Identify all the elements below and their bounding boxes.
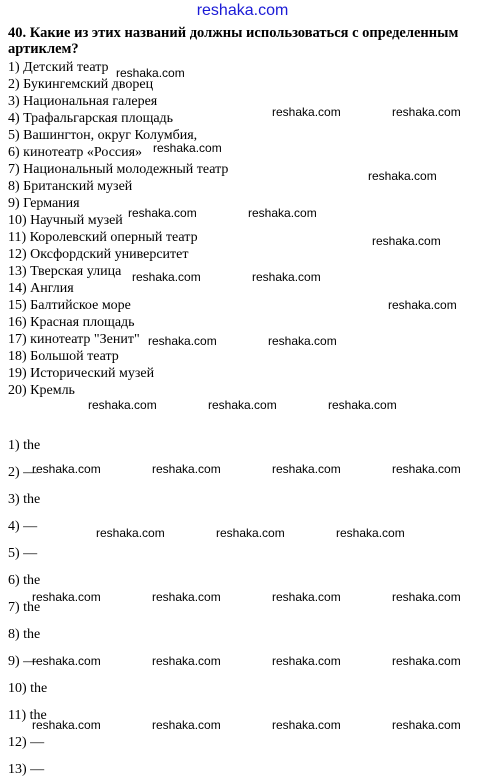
- list-item: 4) Трафальгарская площадь: [8, 111, 174, 126]
- list-item: 15) Балтийское море: [8, 298, 131, 313]
- list-item: 3) Национальная галерея: [8, 94, 158, 109]
- watermark: reshaka.com: [32, 462, 101, 476]
- watermark: reshaka.com: [268, 334, 337, 348]
- watermark: reshaka.com: [148, 334, 217, 348]
- watermark: reshaka.com: [88, 398, 157, 412]
- watermark: reshaka.com: [272, 105, 341, 119]
- watermark: reshaka.com: [272, 590, 341, 604]
- answer-item: 10) the: [8, 681, 48, 696]
- watermark: reshaka.com: [392, 718, 461, 732]
- watermark: reshaka.com: [392, 654, 461, 668]
- list-item: 19) Исторический музей: [8, 366, 155, 381]
- list-item: 10) Научный музей: [8, 213, 123, 228]
- list-item: 17) кинотеатр "Зенит": [8, 332, 140, 347]
- watermark: reshaka.com: [32, 718, 101, 732]
- watermark: reshaka.com: [32, 590, 101, 604]
- list-item: 8) Британский музей: [8, 179, 133, 194]
- watermark: reshaka.com: [392, 590, 461, 604]
- list-item: 13) Тверская улица: [8, 264, 122, 279]
- watermark: reshaka.com: [153, 141, 222, 155]
- watermark: reshaka.com: [252, 270, 321, 284]
- list-item: 14) Англия: [8, 281, 74, 296]
- list-item: 11) Королевский оперный театр: [8, 230, 198, 245]
- answer-item: 5) —: [8, 546, 38, 561]
- answer-item: 3) the: [8, 492, 41, 507]
- watermark: reshaka.com: [392, 462, 461, 476]
- watermark: reshaka.com: [392, 105, 461, 119]
- watermark: reshaka.com: [152, 590, 221, 604]
- list-item: 20) Кремль: [8, 383, 75, 398]
- list-item: 12) Оксфордский университет: [8, 247, 189, 262]
- answer-item: 13) —: [8, 762, 45, 777]
- list-item: 6) кинотеатр «Россия»: [8, 145, 143, 160]
- watermark: reshaka.com: [272, 654, 341, 668]
- watermark: reshaka.com: [116, 66, 185, 80]
- watermark: reshaka.com: [372, 234, 441, 248]
- watermark: reshaka.com: [272, 718, 341, 732]
- list-item: 7) Национальный молодежный театр: [8, 162, 229, 177]
- answer-item: 11) the: [8, 708, 47, 723]
- watermark: reshaka.com: [216, 526, 285, 540]
- watermark: reshaka.com: [388, 298, 457, 312]
- watermark: reshaka.com: [248, 206, 317, 220]
- question-title: 40. Какие из этих названий должны использоваться с определенным артиклем?: [8, 25, 459, 57]
- answer-item: 1) the: [8, 438, 41, 453]
- watermark: reshaka.com: [368, 169, 437, 183]
- answer-item: 12) —: [8, 735, 45, 750]
- answer-item: 7) the: [8, 600, 41, 615]
- watermark: reshaka.com: [152, 654, 221, 668]
- answer-item: 9) —: [8, 654, 38, 669]
- list-item: 1) Детский театр: [8, 60, 109, 75]
- site-header[interactable]: reshaka.com: [196, 2, 289, 19]
- answer-item: 6) the: [8, 573, 41, 588]
- answer-item: 2) —: [8, 465, 38, 480]
- watermark: reshaka.com: [152, 718, 221, 732]
- list-item: 16) Красная площадь: [8, 315, 135, 330]
- watermark: reshaka.com: [328, 398, 397, 412]
- watermark: reshaka.com: [32, 654, 101, 668]
- watermark: reshaka.com: [336, 526, 405, 540]
- watermark: reshaka.com: [96, 526, 165, 540]
- list-item: 9) Германия: [8, 196, 80, 211]
- list-item: 18) Большой театр: [8, 349, 119, 364]
- watermark: reshaka.com: [272, 462, 341, 476]
- watermark: reshaka.com: [132, 270, 201, 284]
- list-item: 5) Вашингтон, округ Колумбия,: [8, 128, 198, 143]
- watermark: reshaka.com: [152, 462, 221, 476]
- watermark: reshaka.com: [128, 206, 197, 220]
- watermark: reshaka.com: [208, 398, 277, 412]
- list-item: 2) Букингемский дворец: [8, 77, 154, 92]
- answer-item: 8) the: [8, 627, 41, 642]
- answer-item: 4) —: [8, 519, 38, 534]
